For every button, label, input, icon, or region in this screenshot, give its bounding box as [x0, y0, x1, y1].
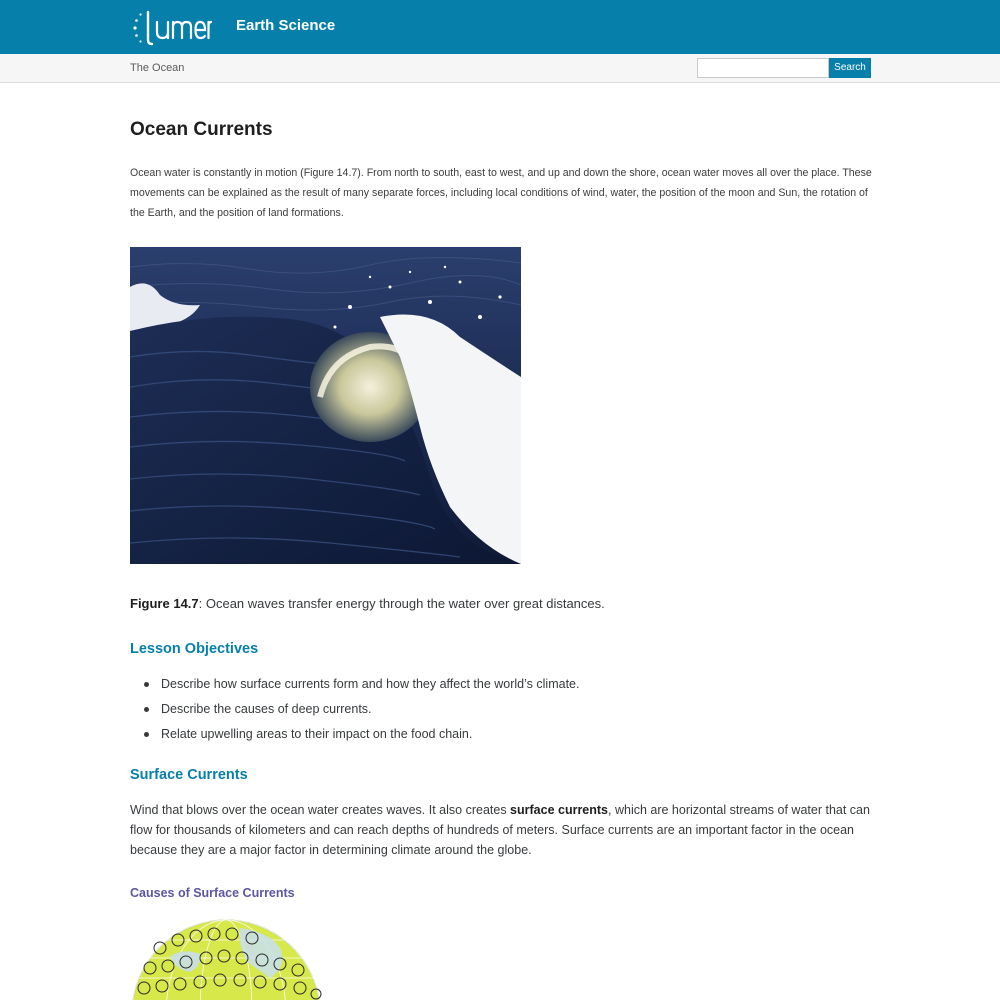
globe-currents-image [130, 918, 330, 1000]
figure-caption [130, 596, 605, 611]
paragraph-text: , which are horizontal streams of water that can flow for thousands of kilometers and can reach depths of hundreds of meters. Surface currents are an important factor in the ocean because they are a major factor in determining climate around the globe. [130, 803, 870, 857]
intro-paragraph: Ocean water is constantly in motion (Figure 14.7). From north to south, east to west, and up and down the shore, ocean water moves all over the place. These movements can be explained as the result of many separate forces, including local conditions of wind, water, the position of the moon and Sun, the rotation of the Earth, and the position of land formations. [130, 167, 872, 219]
course-title[interactable]: Earth Science [236, 17, 336, 34]
ocean-wave-image [130, 247, 521, 564]
list-item: Relate upwelling areas to their impact on the food chain. [130, 724, 579, 749]
objectives-list [130, 674, 579, 749]
breadcrumb[interactable]: The Ocean [130, 62, 185, 74]
surface-currents-heading: Surface Currents [130, 767, 248, 783]
page-title: Ocean Currents [130, 119, 273, 140]
paragraph-text: Wind that blows over the ocean water creates waves. It also creates [130, 803, 511, 817]
search-button[interactable]: Search [829, 58, 871, 78]
list-item: Describe how surface currents form and how they affect the world’s climate. [130, 674, 579, 699]
causes-heading: Causes of Surface Currents [130, 886, 295, 900]
objectives-heading: Lesson Objectives [130, 641, 259, 657]
lumen-logo-icon[interactable] [128, 8, 214, 48]
top-header [0, 0, 1000, 54]
figure-label: Figure 14.7 [130, 596, 199, 611]
sub-navigation [0, 54, 1000, 83]
figure-caption-text: : Ocean waves transfer energy through the water over great distances. [198, 596, 605, 611]
term-surface-currents: surface currents [510, 803, 609, 817]
surface-currents-paragraph [130, 800, 870, 860]
list-item: Describe the causes of deep currents. [130, 699, 579, 724]
search-input[interactable] [697, 58, 829, 78]
